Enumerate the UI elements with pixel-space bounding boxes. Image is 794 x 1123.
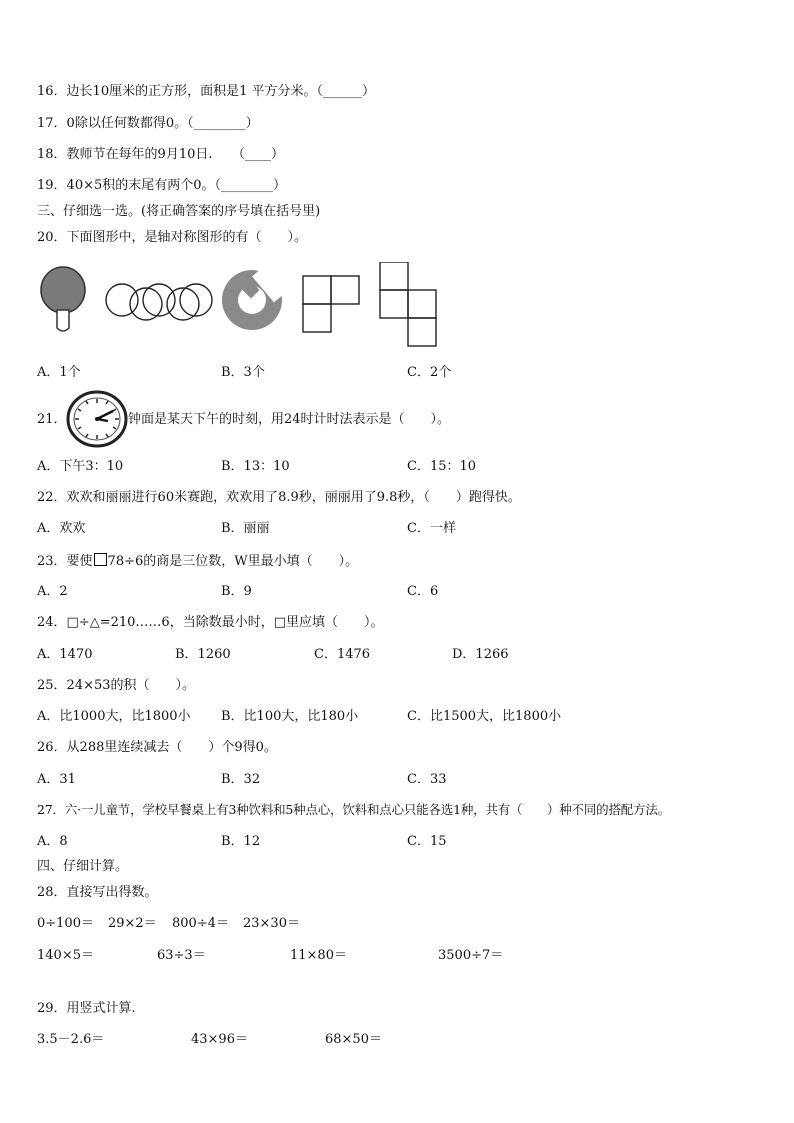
q20-figures: [38, 262, 438, 348]
q28-item: 0÷100＝: [37, 916, 94, 931]
q26-option-b: B．32: [221, 772, 261, 787]
q23-stem-pre: 23．要使: [37, 554, 93, 569]
q28-item: 23×30＝: [243, 916, 300, 931]
q20-option-a: A．1个: [37, 365, 81, 380]
q28-item: 800÷4＝: [172, 916, 229, 931]
olympic-rings-figure: [106, 284, 212, 320]
q24-option-b: B．1260: [175, 647, 231, 662]
q29-item: 43×96＝: [191, 1032, 248, 1047]
q23-option-a: A．2: [37, 584, 68, 599]
q25-option-b: B．比100大，比180小: [221, 709, 359, 724]
question-22-stem: 22．欢欢和丽丽进行60米赛跑，欢欢用了8.9秒，丽丽用了9.8秒，（ ）跑得快。: [37, 490, 521, 505]
q22-option-a: A．欢欢: [37, 521, 86, 536]
clock-figure: [66, 390, 128, 448]
q29-item: 3.5－2.6＝: [37, 1032, 105, 1047]
q27-option-c: C．15: [407, 834, 447, 849]
ping-pong-paddle-figure: [41, 267, 85, 331]
q28-item: 63÷3＝: [157, 948, 206, 963]
q20-option-c: C．2个: [407, 365, 452, 380]
question-18: 18．教师节在每年的9月10日. （____）: [37, 147, 284, 162]
bank-logo-figure: [220, 262, 294, 330]
q23-option-c: C．6: [407, 584, 439, 599]
stair-squares-figure: [380, 262, 436, 346]
q24-option-d: D．1266: [452, 647, 509, 662]
question-16: 16．边长10厘米的正方形，面积是1 平方分米。（______）: [37, 84, 375, 99]
l-shaped-squares-figure: [303, 276, 359, 332]
q28-item: 29×2＝: [108, 916, 157, 931]
question-17: 17．0除以任何数都得0。（________）: [37, 116, 259, 131]
q26-option-a: A．31: [37, 772, 76, 787]
q21-option-b: B．13：10: [221, 459, 290, 474]
q28-item: 140×5＝: [37, 948, 94, 963]
question-27-stem: 27．六·一儿童节，学校早餐桌上有3种饮料和5种点心，饮料和点心只能各选1种，共有（ ）种不同的搭配方法。: [37, 802, 670, 817]
question-24-stem: 24．□÷△=210……6，当除数最小时，□里应填（ ）。: [37, 615, 384, 630]
q22-option-b: B．丽丽: [221, 521, 270, 536]
q28-item: 11×80＝: [290, 948, 347, 963]
section-3-heading: 三、仔细选一选。(将正确答案的序号填在括号里): [37, 204, 321, 219]
question-26-stem: 26．从288里连续减去（ ）个9得0。: [37, 740, 277, 755]
question-21-stem: 钟面是某天下午的时刻，用24时计时法表示是（ ）。: [128, 412, 451, 427]
question-29-stem: 29．用竖式计算.: [37, 1001, 136, 1016]
q20-option-b: B．3个: [221, 365, 265, 380]
q25-option-a: A．比1000大，比1800小: [37, 709, 191, 724]
question-20-stem: 20．下面图形中，是轴对称图形的有（ ）。: [37, 230, 308, 245]
q29-item: 68×50＝: [325, 1032, 382, 1047]
question-19: 19．40×5积的末尾有两个0。（________）: [37, 178, 287, 193]
q23-option-b: B．9: [221, 584, 252, 599]
q27-option-a: A．8: [37, 834, 68, 849]
q21-option-c: C．15：10: [407, 459, 477, 474]
q22-option-c: C．一样: [407, 521, 456, 536]
q21-option-a: A．下午3：10: [37, 459, 124, 474]
blank-square-icon: [94, 553, 107, 566]
q26-option-c: C．33: [407, 772, 447, 787]
q23-stem-post: 78÷6的商是三位数，W里最小填（ ）。: [107, 554, 359, 569]
q28-item: 3500÷7＝: [438, 948, 504, 963]
question-25-stem: 25．24×53的积（ ）。: [37, 678, 196, 693]
question-21-number: 21．: [37, 412, 67, 427]
q24-option-c: C．1476: [314, 647, 371, 662]
q24-option-a: A．1470: [37, 647, 93, 662]
question-28-stem: 28．直接写出得数。: [37, 885, 158, 900]
q27-option-b: B．12: [221, 834, 261, 849]
section-4-heading: 四、仔细计算。: [37, 859, 129, 874]
q25-option-c: C．比1500大，比1800小: [407, 709, 562, 724]
question-23-stem: [37, 553, 358, 570]
